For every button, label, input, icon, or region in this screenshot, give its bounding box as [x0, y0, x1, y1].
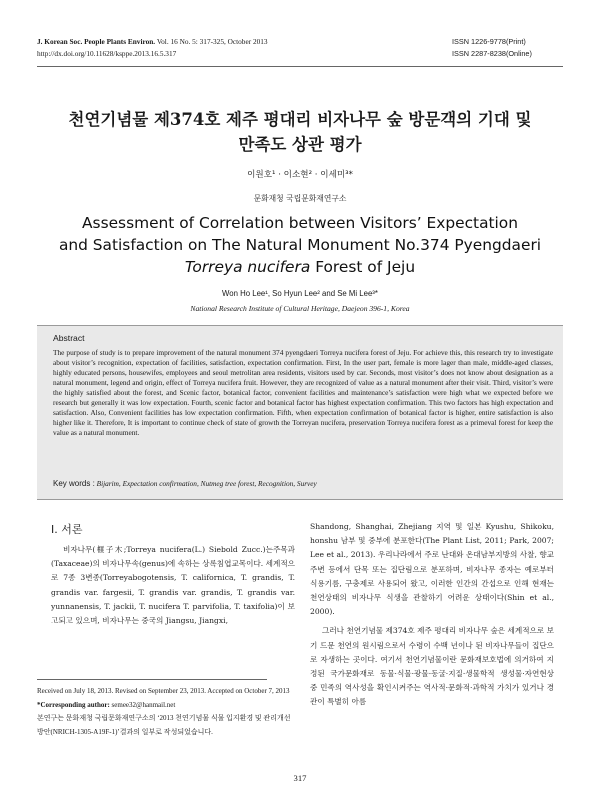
body-column-right [310, 520, 554, 710]
english-title-line3 [37, 256, 563, 278]
paragraph: 그러나 천연기념물 제374호 제주 평대리 비자나무 숲은 세계적으로 보기 드문 천연의 원시림으로서 수령이 수백 년이나 된 비자나무들이 집단으로 자생하는 곳이다. 여기서 천연기념물이란 문화재보호법에 의거하여 지정된 국가문화재로 동물·식물·광물·동굴·지질·생물학적 생성물·자연현상 중 민족의 역사성을 확인시켜주는 역사적·문화적·과학적 가치가 있거나 경관이 특별히 아름 [310, 626, 554, 707]
journal-name: J. Korean Soc. People Plants Environ. [37, 37, 156, 46]
doi-link[interactable]: http://dx.doi.org/10.11628/ksppe.2013.16.5.317 [37, 49, 177, 58]
paragraph: 비자나무(榧子木;Torreya nucifera(L.) Siebold Zucc.)는주목과(Taxaceae)의 비자나무속(genus)에 속하는 상록침엽교목이다. 세계적으로 7종 3변종(Torreyabogotensis, T. californica, T. grandis, T. grandis var. fargesii, T. grandis var. grandis, T. grandis var. yunnanensis, T. jackii, T. nucifera T. parvifolia, T. taxifolia)이 보고되고 있으며, 비자나무는 중국의 Jiangsu, Jiangxi, [51, 545, 295, 626]
header-rule [37, 66, 563, 67]
funding-note: 본연구는 문화재청 국립문화재연구소의 ‘2013 천연기념물 식물 입지환경 및 관리개선방안(NRICH-1305-A19F-1)’결과의 일부로 작성되었습니다. [37, 714, 291, 736]
journal-volume: Vol. 16 No. 5: 317-325, October 2013 [156, 37, 268, 46]
footnote [37, 685, 295, 739]
abstract-text: The purpose of study is to prepare improvement of the natural monument 374 pyengdaeri Torreya nucifera forest of Jeju. For achieve this, this research try to investigate about visitor’s recognition, expectation of facilities, satisfaction, expectation confirmation. First, In the user part, female is more lager than male, middle-aged classes, highly educated persons, housewifes, employees and seoul metrolitan area residents, visitors used by car. Seconds, most visitor’s does not know about designation as a natural monument, legend and origin, effect of Torreya nucifera fruit. However, they are recognized of value as a natural monument after their visit. Third, visitor’s were the highly satisfied about the forest, and Scenic factor, botanical factor, convenient facilities and maintenance’s satisfaction were high what we expected before we research but generally it was low expectation. Fourth, scenic factor and botanical factor has highest expectation confirmation. This two factors has high expectation and satisfaction. Also, Convenient facilities has low expectation confirmation. Fifth, when expectation confirmation of botanical factor is higher, entire satisfaction is also higher like it. Therefore, It is important to continue check of state of growth the Torreyan nucifera, preservation Torreya nucifera forest as a primeval forest for keep the value as a natural monument. [53, 348, 553, 437]
abstract-heading: Abstract [53, 333, 85, 343]
korean-authors: 이원호¹ · 이소현² · 이세미³* [247, 170, 353, 180]
issn-block [452, 36, 532, 60]
page-number: 317 [293, 773, 307, 783]
keywords [53, 479, 553, 488]
korean-title-line1: 천연기념물 제374호 제주 평대리 비자나무 숲 방문객의 기대 및 [68, 110, 532, 129]
corresponding-label: *Corresponding author: [37, 700, 110, 709]
english-title [37, 212, 563, 278]
english-title-line3-rest: Forest of Jeju [310, 258, 416, 276]
species-name: Torreya nucifera [184, 258, 311, 276]
english-title-line2: and Satisfaction on The Natural Monument No.374 Pyengdaeri [58, 236, 542, 254]
english-title-line1: Assessment of Correlation between Visitors’ Expectation [82, 214, 518, 232]
section-heading-introduction: Ⅰ. 서론 [51, 523, 83, 536]
received-dates: Received on July 18, 2013. Revised on September 23, 2013. Accepted on October 7, 2013 [37, 687, 290, 695]
body-column-left [51, 543, 295, 628]
keywords-list: Bijarim, Expectation confirmation, Nutmeg tree forest, Recognition, Survey [96, 479, 317, 488]
journal-header [37, 36, 268, 60]
english-affiliation: National Research Institute of Cultural Heritage, Daejeon 396-1, Korea [190, 304, 410, 313]
korean-title [37, 107, 563, 157]
corresponding-email[interactable]: semee32@hanmail.net [111, 700, 176, 709]
issn-online: ISSN 2287-8238(Online) [452, 49, 532, 58]
footnote-rule [37, 679, 267, 680]
korean-title-line2: 만족도 상관 평가 [238, 135, 362, 154]
korean-affiliation: 문화재청 국립문화재연구소 [253, 194, 347, 203]
paragraph: Shandong, Shanghai, Zhejiang 지역 및 일본 Kyushu, Shikoku, honshu 남부 및 중부에 분포한다(The Plant List, 2011; Park, 2007; Lee et al., 2013). 우리나라에서 주로 난대와 온대남부지방의 사찰, 향교주변 등에서 단목 또는 집단림으로 분포하며, 비자나무 종자는 예로부터 식용기름, 구충제로 사용되어 왔고, 이러한 인간의 간섭으로 인해 현재는 천연상태의 비자나무 식생을 관찰하기 어려운 상태이다(Shin et al., 2000). [310, 522, 554, 617]
issn-print: ISSN 1226-9778(Print) [452, 37, 526, 46]
keywords-label: Key words : [53, 479, 95, 488]
english-authors: Won Ho Lee¹, So Hyun Lee² and Se Mi Lee³* [222, 289, 378, 298]
